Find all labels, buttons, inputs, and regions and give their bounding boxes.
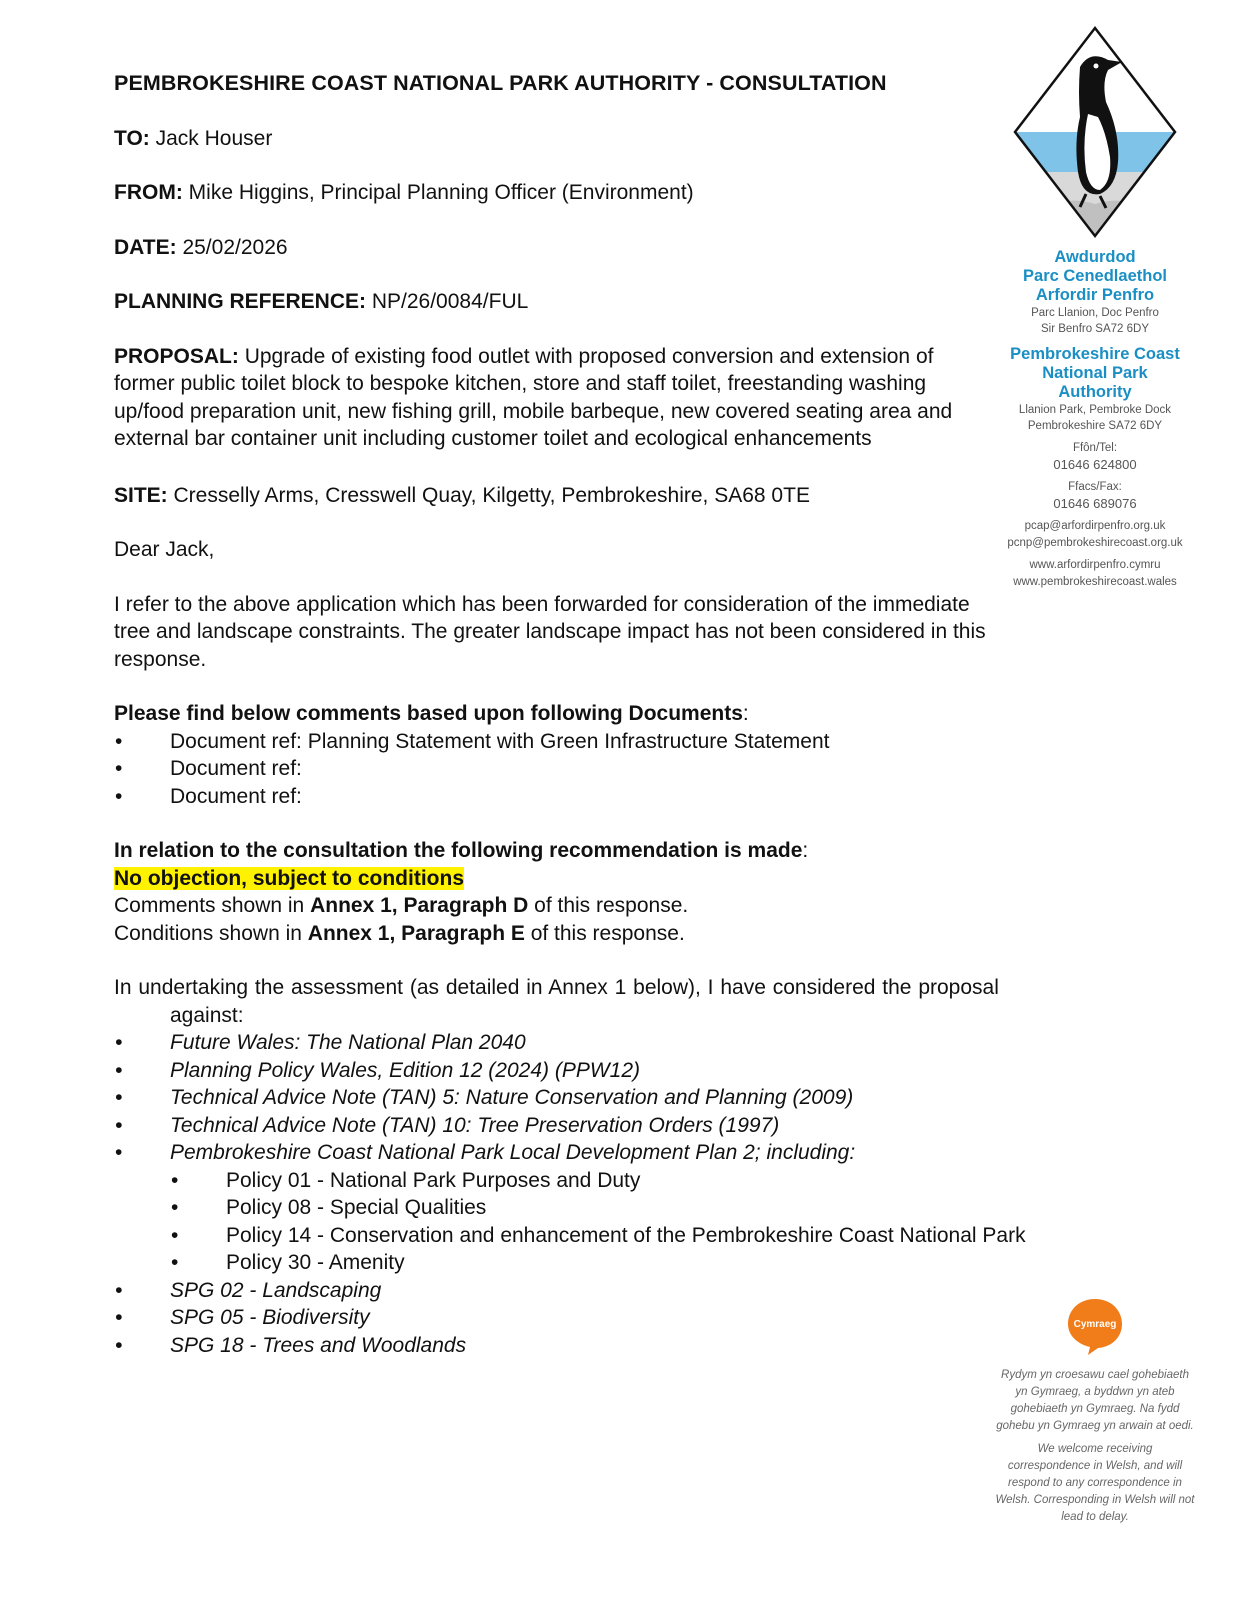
address-english: Llanion Park, Pembroke Dock Pembrokeshire SA72 6DY: [1018, 404, 1172, 432]
ldp-policy-item: • Policy 30 - Amenity: [170, 1249, 1074, 1277]
fax-block: Ffacs/Fax: 01646 689076: [995, 479, 1195, 512]
ldp-policy-item: • Policy 08 - Special Qualities: [170, 1194, 1074, 1222]
to-label: TO:: [114, 126, 150, 150]
fax-number: 01646 689076: [1053, 495, 1137, 511]
spg-item: • SPG 05 - Biodiversity: [114, 1304, 1074, 1332]
from-label: FROM:: [114, 181, 183, 204]
date-label: DATE:: [114, 235, 177, 259]
document-item: • Document ref:: [114, 783, 994, 811]
to-field: [114, 125, 994, 153]
website-english: www.pembrokeshirecoast.wales: [1013, 575, 1177, 588]
puffin-razorbill-logo: [1010, 22, 1180, 240]
ldp-policy-item: • Policy 14 - Conservation and enhancement of the Pembrokeshire Coast National Park: [170, 1222, 1074, 1250]
policy-item-ldp: • Pembrokeshire Coast National Park Local Development Plan 2; including: • Policy 01 - National Park Purposes and Duty • Policy 08 - Special Qualities • Policy 14 - Conservation and enhancement of the Pembrokeshire Coast National Park • Policy 30 - Amenity: [114, 1139, 1074, 1277]
email-english: pcnp@pembrokeshirecoast.org.uk: [1007, 536, 1183, 549]
document-item: • Document ref: Planning Statement with Green Infrastructure Statement: [114, 728, 994, 756]
spg-item: • SPG 18 - Trees and Woodlands: [114, 1332, 1074, 1360]
conditions-line: Conditions shown in Annex 1, Paragraph E of this response.: [114, 921, 685, 945]
spg-item: • SPG 02 - Landscaping: [114, 1277, 1074, 1305]
policy-item: • Technical Advice Note (TAN) 10: Tree Preservation Orders (1997): [114, 1112, 1074, 1140]
comments-line: Comments shown in Annex 1, Paragraph D of this response.: [114, 894, 689, 917]
to-value: Jack Houser: [155, 126, 273, 150]
date-value: 25/02/2026: [182, 235, 288, 259]
recommendation-section: In relation to the consultation the following recommendation is made: No objection, subject to conditions Comments shown in Annex 1, Paragraph D of this response. Conditions shown in Annex 1, Paragraph E of this response.: [114, 837, 994, 947]
welsh-note-english: We welcome receiving correspondence in Welsh, and will respond to any correspondence in Welsh. Corresponding in Welsh will not lead to delay.: [995, 1443, 1195, 1523]
date-field: [114, 234, 994, 262]
policy-item: • Technical Advice Note (TAN) 5: Nature Conservation and Planning (2009): [114, 1084, 1074, 1112]
site-label: SITE:: [114, 483, 168, 507]
from-value: Mike Higgins, Principal Planning Officer (Environment): [188, 181, 694, 204]
ldp-policy-item: • Policy 01 - National Park Purposes and Duty: [170, 1167, 1074, 1195]
org-name-welsh: Awdurdod Parc Cenedlaethol Arfordir Penfro: [1023, 248, 1167, 304]
website-welsh: www.arfordirpenfro.cymru: [1029, 559, 1161, 571]
authority-sidebar: [995, 22, 1195, 590]
org-name-english: Pembrokeshire Coast National Park Authority: [1010, 345, 1180, 401]
letter-body: [114, 70, 1026, 1359]
assessment-section: [114, 974, 1129, 1359]
proposal-value: Upgrade of existing food outlet with proposed conversion and extension of former public toilet block to bespoke kitchen, store and staff toilet, freestanding washing up/food preparation unit, new fishing grill, mobile barbeque, new covered seating area and external bar container unit including customer toilet and ecological enhancements: [114, 344, 953, 450]
telephone-block: Ffôn/Tel: 01646 624800: [995, 440, 1195, 473]
conditions-annex-ref: Annex 1, Paragraph E: [307, 921, 525, 945]
assessment-line: In undertaking the assessment (as detailed in Annex 1 below), I have considered the proposal: [114, 976, 999, 999]
salutation: Dear Jack,: [114, 538, 215, 561]
website-block: [995, 557, 1195, 590]
email-block: [995, 518, 1195, 551]
reference-value: NP/26/0084/FUL: [371, 290, 529, 313]
documents-section: Please find below comments based upon following Documents: • Document ref: Planning Statement with Green Infrastructure Statement • Document ref: • Document ref:: [114, 700, 994, 810]
document-title: PEMBROKESHIRE COAST NATIONAL PARK AUTHORITY - CONSULTATION: [114, 71, 887, 95]
cymraeg-badge-text: Cymraeg: [1073, 1319, 1117, 1330]
cymraeg-speech-bubble-icon: [1064, 1295, 1126, 1357]
recommendation-highlight: No objection, subject to conditions: [114, 866, 464, 890]
documents-heading: Please find below comments based upon following Documents: [114, 702, 743, 725]
comments-annex-ref: Annex 1, Paragraph D: [310, 894, 529, 917]
email-welsh: pcap@arfordirpenfro.org.uk: [1024, 520, 1166, 532]
document-item: • Document ref:: [114, 755, 994, 783]
proposal-field: [114, 343, 994, 453]
proposal-label: PROPOSAL:: [114, 344, 239, 368]
assessment-line-cont: against:: [170, 1003, 244, 1027]
reference-field: [114, 288, 994, 316]
welsh-language-panel: [995, 1295, 1195, 1532]
welsh-note-welsh: Rydym yn croesawu cael gohebiaeth yn Gymraeg, a byddwn yn ateb gohebiaeth yn Gymraeg. Na fydd gohebu yn Gymraeg yn arwain at oedi.: [996, 1369, 1194, 1432]
site-field: [114, 482, 994, 510]
policy-item: • Planning Policy Wales, Edition 12 (2024) (PPW12): [114, 1057, 1074, 1085]
policy-item: • Future Wales: The National Plan 2040: [114, 1029, 1074, 1057]
telephone-number: 01646 624800: [1053, 456, 1137, 472]
site-value: Cresselly Arms, Cresswell Quay, Kilgetty, Pembrokeshire, SA68 0TE: [173, 483, 810, 507]
recommendation-heading: In relation to the consultation the following recommendation is made: [114, 839, 803, 862]
reference-label: PLANNING REFERENCE:: [114, 290, 367, 313]
address-welsh: Parc Llanion, Doc Penfro Sir Benfro SA72 6DY: [1031, 307, 1159, 335]
intro-paragraph: I refer to the above application which has been forwarded for consideration of the immediate tree and landscape constraints. The greater landscape impact has not been considered in this response.: [114, 592, 986, 671]
from-field: [114, 179, 994, 207]
